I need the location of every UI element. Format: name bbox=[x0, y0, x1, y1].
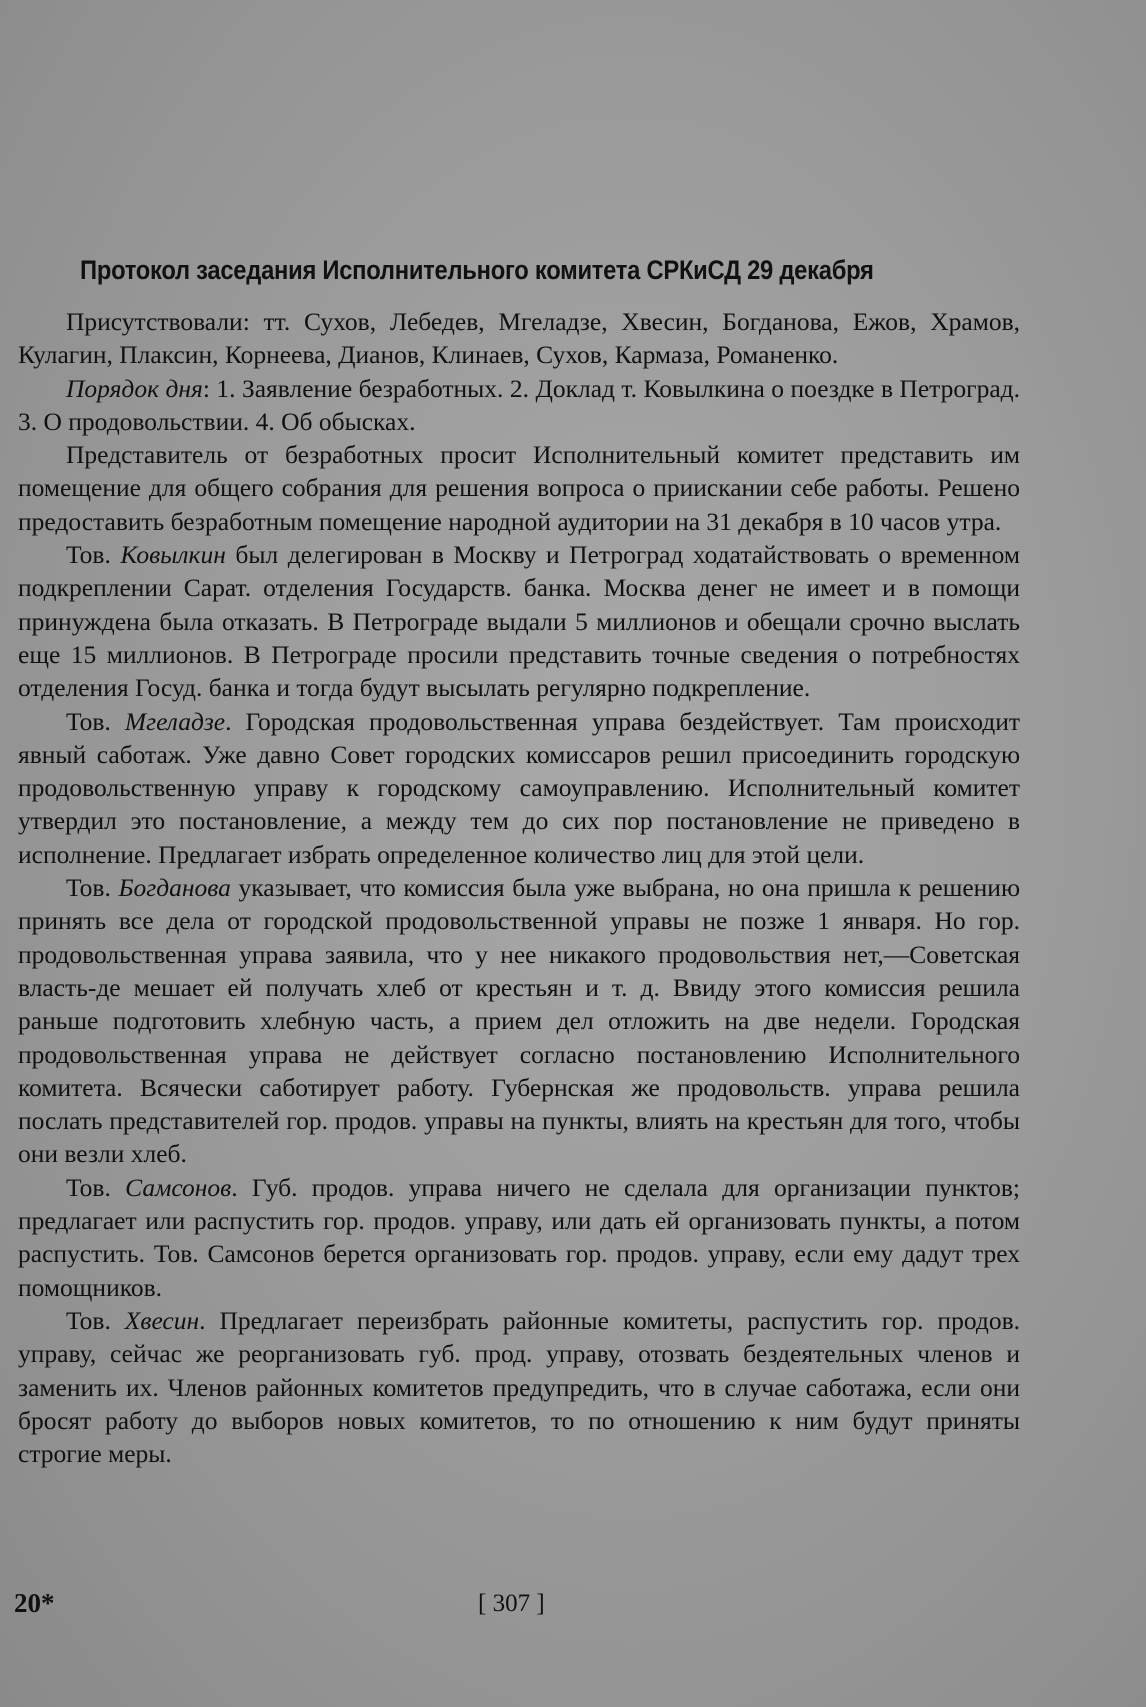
paragraph-mgeladze bbox=[18, 705, 1020, 871]
paragraph-khvesin bbox=[18, 1304, 1020, 1470]
paragraph-kovylkin bbox=[18, 538, 1020, 704]
paragraph-prefix: Тов. bbox=[66, 1305, 125, 1335]
paragraph-prefix: Тов. bbox=[66, 540, 121, 570]
page-number: [ 307 ] bbox=[478, 1590, 545, 1617]
signature-mark: 20* bbox=[14, 1588, 55, 1618]
paragraph-text: : 1. Заявление безработных. 2. Доклад т. Ковылкина о поездке в Петроград. 3. О продовольствии. 4. Об обысках. bbox=[18, 373, 1020, 436]
protocol-body bbox=[18, 305, 1020, 1470]
paragraph-text: Присутствовали: тт. Сухов, Лебедев, Мгеладзе, Хвесин, Богданова, Ежов, Храмов, Кулагин, Плаксин, Корнеева, Дианов, Клинаев, Сухов, Кармаза, Романенко. bbox=[18, 307, 1020, 370]
paragraph-text: . Губ. продов. управа ничего не сделала для организации пунктов; предлагает или распустить гор. продов. управу, или дать ей организовать пункты, а потом распустить. Тов. Самсонов берется организовать гор. продов. управу, если ему дадут трех помощников. bbox=[18, 1172, 1020, 1302]
paragraph-samsonov bbox=[18, 1171, 1020, 1304]
paragraph-bogdanova bbox=[18, 871, 1020, 1171]
paragraph-text: указывает, что комиссия была уже выбрана, но она пришла к решению принять все дела от городской продовольственной управы не позже 1 января. Но гор. продовольственная управа заявила, что у нее никакого продовольствия нет,—Советская власть-де мешает ей получать хлеб от крестьян и т. д. Ввиду этого комиссия решила раньше подготовить хлебную часть, а прием дел отложить на две недели. Городская продовольственная управа не действует согласно постановлению Исполнительного комитета. Всячески саботирует работу. Губернская же продовольств. управа решила послать представителей гор. продов. управы на пункты, влиять на крестьян для того, чтобы они везли хлеб. bbox=[18, 873, 1020, 1169]
speaker-name: Самсонов bbox=[125, 1172, 232, 1202]
paragraph-prefix: Тов. bbox=[66, 873, 119, 903]
paragraph-text: . Предлагает переизбрать районные комитеты, распустить гор. продов. управу, сейчас же реорганизовать губ. прод. управу, отозвать бездеятельных членов и заменить их. Членов районных комитетов предупредить, что в случае саботажа, если они бросят работу до выборов новых комитетов, то по отношению к ним будут приняты строгие меры. bbox=[18, 1305, 1020, 1469]
page-title: Протокол заседания Исполнительного комитета СРКиСД 29 декабря bbox=[80, 255, 874, 285]
speaker-name: Мгеладзе bbox=[124, 706, 226, 736]
paragraph-prefix: Тов. bbox=[66, 1172, 126, 1202]
paragraph-lead: Порядок дня bbox=[66, 373, 203, 403]
paragraph-unemployed bbox=[18, 438, 1020, 538]
paragraph-text: был делегирован в Москву и Петроград ходатайствовать о временном подкреплении Сарат. отделения Государств. банка. Москва денег не имеет и в помощи принуждена была отказать. В Петрограде выдали 5 миллионов и обещали срочно выслать еще 15 миллионов. В Петрограде просили представить точные сведения о потребностях отделения Госуд. банка и тогда будут высылать регулярно подкрепление. bbox=[18, 540, 1021, 703]
speaker-name: Богданова bbox=[118, 873, 231, 903]
speaker-name: Ковылкин bbox=[120, 540, 226, 570]
paragraph-text: Представитель от безработных просит Исполнительный комитет представить им помещение для общего собрания для решения вопроса о приискании себе работы. Решено предоставить безработным помещение народной аудитории на 31 декабря в 10 часов утра. bbox=[18, 440, 1020, 536]
paragraph-attendees bbox=[18, 305, 1020, 372]
speaker-name: Хвесин bbox=[124, 1305, 200, 1335]
paragraph-prefix: Тов. bbox=[66, 706, 125, 736]
paragraph-text: . Городская продовольственная управа бездействует. Там происходит явный саботаж. Уже давно Совет городских комиссаров решил присоединить городскую продовольственную управу к городскому самоуправлению. Исполнительный комитет утвердил это постановление, а между тем до сих пор постановление не приведено в исполнение. Предлагает избрать определенное количество лиц для этой цели. bbox=[18, 706, 1021, 869]
paragraph-agenda bbox=[18, 372, 1020, 439]
